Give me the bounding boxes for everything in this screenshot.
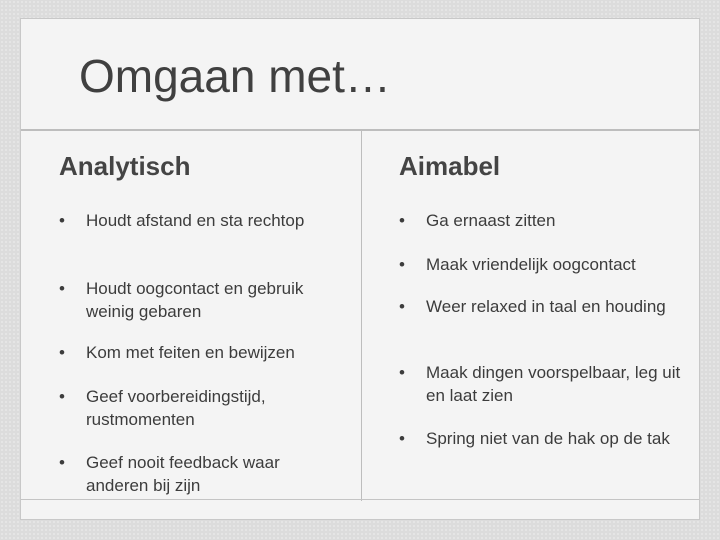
left-heading: Analytisch <box>59 151 191 181</box>
list-item-text: Kom met feiten en bewijzen <box>86 343 295 362</box>
bullet: • <box>59 387 65 406</box>
list-item-text: Spring niet van de hak op de tak <box>426 429 670 448</box>
list-item-text: Maak dingen voorspelbaar, leg uit en laat zien <box>426 363 681 405</box>
bullet: • <box>399 297 405 316</box>
bullet: • <box>399 429 405 448</box>
list-item-text: Geef voorbereidingstijd, rustmomenten <box>86 387 266 429</box>
slide <box>20 18 700 520</box>
list-item-text: Houdt afstand en sta rechtop <box>86 211 305 230</box>
bullet: • <box>59 211 65 230</box>
bottom-rule <box>21 499 699 500</box>
bullet: • <box>59 279 65 298</box>
column-divider <box>361 131 362 501</box>
list-item-text: Maak vriendelijk oogcontact <box>426 255 636 274</box>
content-box <box>21 131 699 501</box>
bullet: • <box>59 453 65 472</box>
list-item-text: Weer relaxed in taal en houding <box>426 297 666 316</box>
bullet: • <box>399 211 405 230</box>
title-box <box>21 19 699 131</box>
bullet: • <box>59 343 65 362</box>
bullet: • <box>399 363 405 382</box>
list-item-text: Houdt oogcontact en gebruik weinig gebaren <box>86 279 304 321</box>
list-item-text: Ga ernaast zitten <box>426 211 556 230</box>
bullet: • <box>399 255 405 274</box>
slide-title: Omgaan met… <box>79 50 391 102</box>
list-item-text: Geef nooit feedback waar anderen bij zijn <box>86 453 280 495</box>
right-heading: Aimabel <box>399 151 501 181</box>
